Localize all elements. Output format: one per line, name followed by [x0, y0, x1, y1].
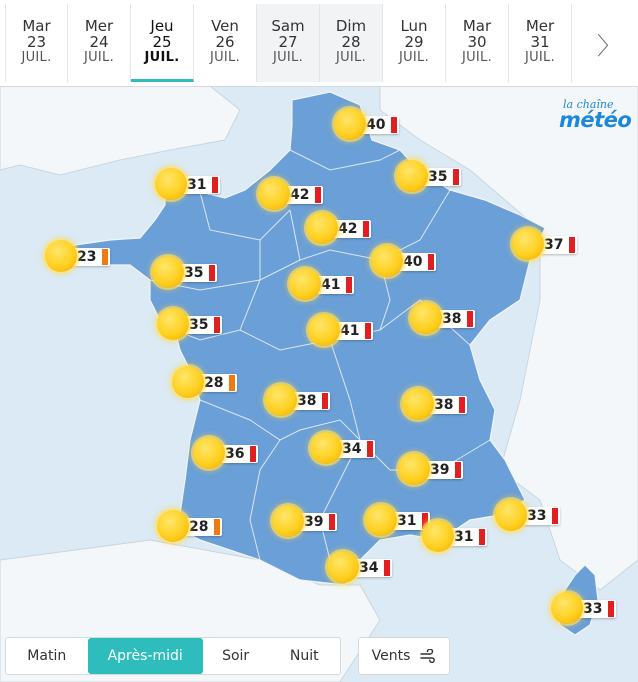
period-button-3[interactable]: Nuit [289, 648, 319, 664]
temperature-level-bar [214, 519, 220, 535]
temperature-level-bar [552, 508, 558, 524]
temperature-value: 39 [430, 462, 450, 478]
day-tab-month: JUIL. [21, 50, 52, 65]
day-tab-month: JUIL. [144, 50, 180, 65]
day-tab-month: JUIL. [524, 50, 556, 65]
temperature-level-bar [102, 249, 108, 265]
day-tab-0[interactable] [5, 4, 68, 82]
sun-icon [551, 592, 583, 624]
temperature-value: 38 [434, 397, 454, 413]
temperature-level-bar [569, 237, 575, 253]
day-tab-num: 23 [26, 33, 47, 51]
temperature-level-bar [346, 277, 352, 293]
day-tab-name: Sam [271, 17, 305, 35]
sun-icon [512, 228, 544, 260]
sun-icon [308, 314, 340, 346]
period-button-2[interactable]: Soir [222, 648, 250, 664]
temperature-level-bar [467, 311, 473, 327]
day-tab-4[interactable] [257, 4, 320, 82]
temperature-value: 33 [583, 601, 603, 617]
day-tab-num: 30 [467, 33, 487, 51]
day-tab-name: Ven [211, 17, 239, 35]
day-tab-num: 29 [404, 33, 424, 51]
day-tab-num: 25 [152, 33, 172, 51]
wind-toggle-button[interactable] [358, 637, 450, 675]
temperature-value: 42 [338, 221, 358, 237]
temperature-level-bar [315, 187, 321, 203]
period-button-1[interactable]: Après-midi [88, 638, 203, 674]
wind-icon [420, 649, 436, 663]
temperature-level-bar [365, 323, 371, 339]
temperature-level-bar [214, 317, 220, 333]
day-tab-5[interactable] [320, 4, 383, 82]
date-tabs [0, 0, 638, 87]
temperature-value: 34 [342, 441, 362, 457]
temperature-value: 35 [184, 265, 204, 281]
day-tab-7[interactable] [446, 4, 509, 82]
sun-icon [310, 432, 342, 464]
day-tab-name: Mer [84, 17, 114, 35]
day-tab-num: 28 [341, 33, 361, 51]
sun-icon [258, 178, 290, 210]
day-tab-num: 31 [530, 33, 550, 51]
temperature-level-bar [209, 265, 215, 281]
sun-icon [45, 240, 77, 272]
temperature-level-bar [608, 601, 614, 617]
sun-icon [172, 366, 204, 398]
temperature-value: 41 [340, 323, 360, 339]
day-tab-num: 26 [215, 33, 235, 51]
day-tab-name: Lun [400, 17, 428, 35]
sun-icon [334, 108, 366, 140]
sun-icon [422, 520, 454, 552]
temperature-level-bar [250, 446, 256, 462]
sun-icon [396, 160, 428, 192]
day-tab-month: JUIL. [335, 50, 367, 65]
day-tab-month: JUIL. [83, 50, 115, 65]
la-chaine-meteo-logo [553, 98, 632, 134]
day-tab-num: 24 [89, 33, 109, 51]
temperature-level-bar [455, 462, 461, 478]
period-button-0[interactable]: Matin [27, 648, 67, 664]
logo-line1: la chaîne [563, 98, 614, 111]
temperature-level-bar [229, 375, 235, 391]
sun-icon [289, 268, 321, 300]
temperature-value: 41 [321, 277, 341, 293]
sun-icon [152, 256, 184, 288]
day-tab-name: Mer [525, 17, 555, 35]
sun-icon [155, 168, 187, 200]
logo-line2: météo [559, 108, 632, 132]
day-tab-6[interactable] [383, 4, 446, 82]
temperature-value: 35 [189, 317, 209, 333]
temperature-value: 35 [428, 169, 448, 185]
temperature-level-bar [453, 169, 459, 185]
temperature-value: 33 [527, 508, 547, 524]
temperature-level-bar [322, 393, 328, 409]
temperature-level-bar [428, 254, 434, 270]
day-tab-1[interactable] [68, 4, 131, 82]
sun-icon [410, 302, 442, 334]
sun-icon [327, 551, 359, 583]
sun-icon [306, 212, 338, 244]
temperature-value: 40 [403, 254, 423, 270]
temperature-level-bar [384, 560, 390, 576]
temperature-value: 38 [442, 311, 462, 327]
chevron-right-icon[interactable]: 〉 [584, 4, 634, 82]
day-tab-num: 27 [278, 33, 298, 51]
temperature-value: 28 [204, 375, 224, 391]
temperature-value: 34 [359, 560, 379, 576]
temperature-value: 37 [544, 237, 564, 253]
temperature-value: 42 [290, 187, 310, 203]
temperature-level-bar [479, 529, 485, 545]
sun-icon [272, 505, 304, 537]
temperature-value: 28 [189, 519, 209, 535]
sun-icon [193, 437, 225, 469]
sun-icon [398, 453, 430, 485]
temperature-level-bar [459, 397, 465, 413]
temperature-level-bar [329, 514, 335, 530]
temperature-value: 31 [454, 529, 474, 545]
sun-icon [495, 499, 527, 531]
temperature-level-bar [367, 441, 373, 457]
sun-icon [157, 510, 189, 542]
day-tab-month: JUIL. [461, 50, 493, 65]
day-tab-name: Mar [462, 17, 492, 35]
temperature-value: 23 [77, 249, 97, 265]
sun-icon [265, 384, 297, 416]
day-tab-month: JUIL. [398, 50, 430, 65]
wind-label: Vents [371, 648, 411, 664]
day-tab-month: JUIL. [272, 50, 304, 65]
temperature-value: 36 [225, 446, 245, 462]
sun-icon [365, 504, 397, 536]
day-tab-3[interactable] [194, 4, 257, 82]
temperature-value: 40 [366, 117, 386, 133]
sun-icon [371, 245, 403, 277]
temperature-value: 31 [187, 177, 207, 193]
temperature-value: 38 [297, 393, 317, 409]
day-tab-2[interactable] [131, 4, 194, 82]
day-tab-month: JUIL. [209, 50, 241, 65]
temperature-level-bar [363, 221, 369, 237]
period-selector [5, 637, 341, 675]
sun-icon [402, 388, 434, 420]
day-tab-name: Mar [22, 17, 51, 35]
sun-icon [157, 308, 189, 340]
day-tab-8[interactable] [509, 4, 572, 82]
temperature-level-bar [212, 177, 218, 193]
day-tab-name: Dim [335, 17, 367, 35]
temperature-value: 31 [397, 513, 417, 529]
day-tab-name: Jeu [150, 17, 174, 35]
temperature-level-bar [391, 117, 397, 133]
temperature-value: 39 [304, 514, 324, 530]
